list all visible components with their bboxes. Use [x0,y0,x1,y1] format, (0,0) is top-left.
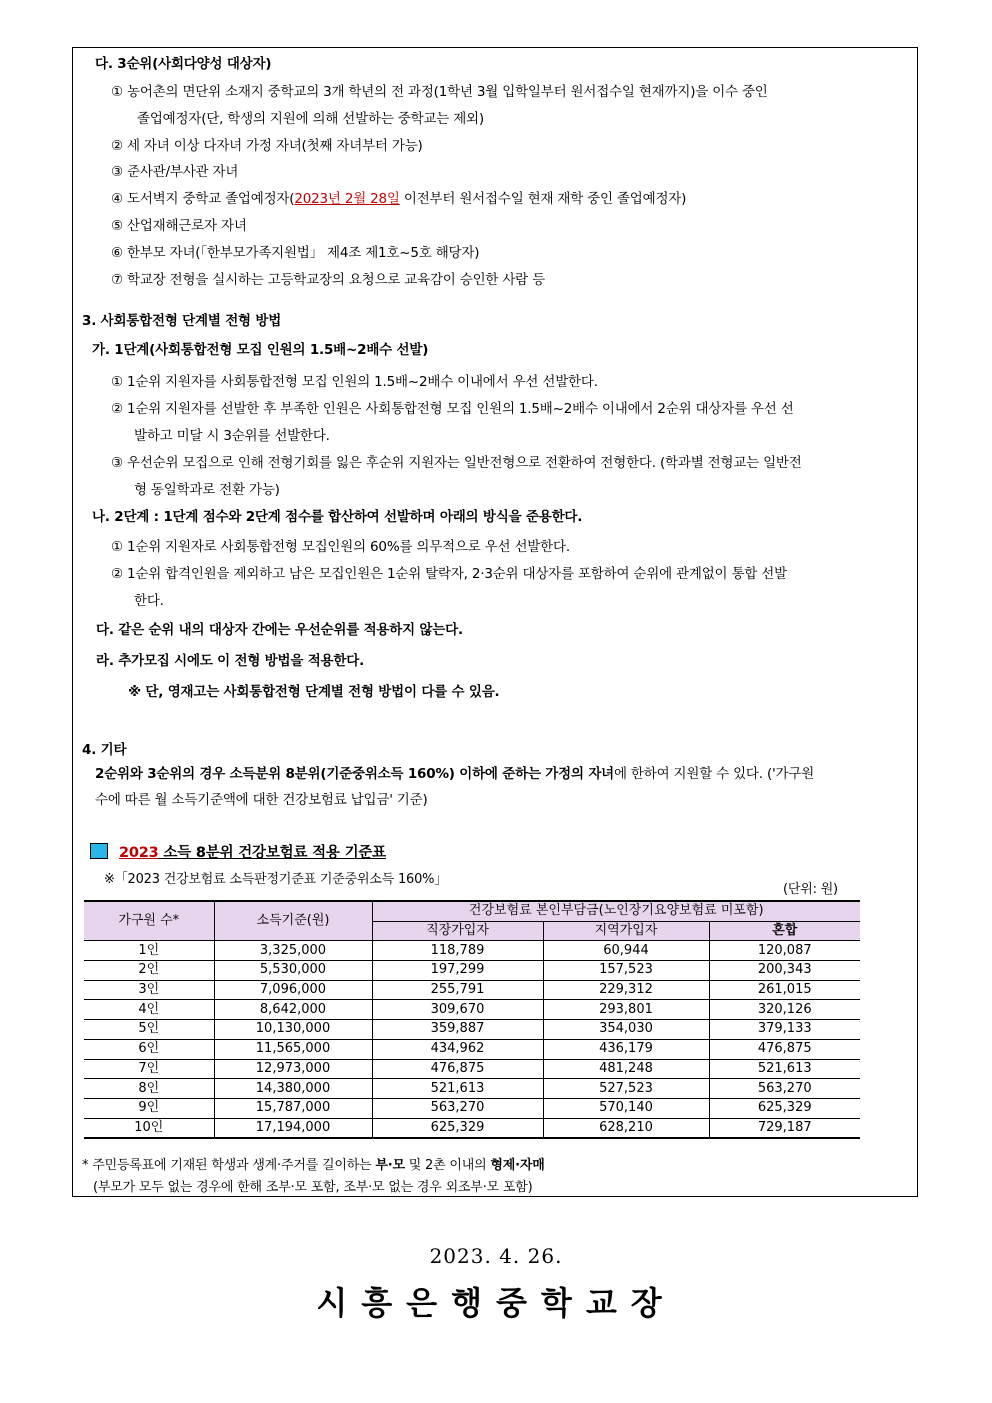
cell: 10인 [84,1118,214,1138]
list-item: ⑦ 학교장 전형을 실시하는 고등학교장의 요청으로 교육감이 승인한 사람 등 [111,272,545,288]
cell: 12,973,000 [214,1059,372,1079]
list-item: 발하고 미달 시 3순위를 선발한다. [134,428,330,444]
cell: 2인 [84,961,214,981]
header-employee: 직장가입자 [372,921,543,941]
table-title [119,843,386,863]
footnote-part: * 주민등록표에 기재된 학생과 생계·주거를 길이하는 [82,1158,376,1173]
cell: 379,133 [709,1020,860,1040]
cell: 521,613 [709,1059,860,1079]
table-row [84,1098,860,1118]
table-subtitle: ※「2023 건강보험료 소득판정기준표 기준중위소득 160%」 [104,872,448,887]
list-item: ① 농어촌의 면단위 소재지 중학교의 3개 학년의 전 과정(1학년 3월 입학일부터 원서접수일 현재까지)을 이수 중인 [111,84,768,100]
cell: 563,270 [709,1079,860,1099]
item4-text: ④ 도서벽지 중학교 졸업예정자( [111,191,295,207]
list-item: ③ 우선순위 모집으로 인해 전형기회를 잃은 후순위 지원자는 일반전형으로 전환하여 전형한다. (학과별 전형교는 일반전 [111,455,802,471]
footnote-part: 및 2촌 이내의 [404,1158,491,1173]
table-row [84,980,860,1000]
unit-label: (단위: 원) [783,882,838,897]
cell: 434,962 [372,1039,543,1059]
header-regional: 지역가입자 [543,921,709,941]
cell: 481,248 [543,1059,709,1079]
cell: 354,030 [543,1020,709,1040]
section3-ga-title: 가. 1단계(사회통합전형 모집 인원의 1.5배~2배수 선발) [92,342,429,358]
section3-note: ※ 단, 영재고는 사회통합전형 단계별 전형 방법이 다를 수 있음. [128,684,500,700]
list-item: 형 동일학과로 전환 가능) [134,482,280,498]
list-item [111,189,686,209]
section4-text-rest: 에 한하여 지원할 수 있다. ('가구원 [614,766,815,782]
cell: 255,791 [372,980,543,1000]
square-bullet-icon [90,843,108,859]
list-item: 졸업예정자(단, 학생의 지원에 의해 선발하는 중학교는 제외) [137,111,484,127]
list-item: ③ 준사관/부사관 자녀 [111,164,239,180]
cell: 200,343 [709,961,860,981]
section4-text2: 수에 따른 월 소득기준액에 대한 건강보험료 납입금' 기준) [95,792,428,808]
signature: 시흥은행중학교장 [316,1284,676,1322]
section-da-title: 다. 3순위(사회다양성 대상자) [95,56,272,72]
table-title-year: 2023 [119,845,159,861]
cell: 9인 [84,1098,214,1118]
cell: 6인 [84,1039,214,1059]
section4-text [95,764,814,784]
table-row [84,1039,860,1059]
section4-text-bold: 2순위와 3순위의 경우 소득분위 8분위(기준중위소득 160%) 이하에 준하는 가정의 자녀 [95,766,614,782]
cell: 14,380,000 [214,1079,372,1099]
cell: 527,523 [543,1079,709,1099]
cell: 4인 [84,1000,214,1020]
item4-text-end: 이전부터 원서접수일 현재 재학 중인 졸업예정자) [399,191,687,207]
list-item: ② 1순위 지원자를 선발한 후 부족한 인원은 사회통합전형 모집 인원의 1.5배~2배수 이내에서 2순위 대상자를 우선 선 [111,401,794,417]
cell: 5인 [84,1020,214,1040]
footnote-bold: 형제·자매 [490,1158,545,1173]
document-date: 2023. 4. 26. [429,1244,563,1268]
cell: 60,944 [543,941,709,961]
cell: 229,312 [543,980,709,1000]
cell: 7인 [84,1059,214,1079]
cell: 476,875 [372,1059,543,1079]
cell: 625,329 [372,1118,543,1138]
cell: 3,325,000 [214,941,372,961]
cell: 8인 [84,1079,214,1099]
table-row [84,1079,860,1099]
premium-table [84,900,860,1139]
cell: 7,096,000 [214,980,372,1000]
table-row [84,941,860,961]
cell: 197,299 [372,961,543,981]
table-footnote [82,1156,545,1176]
header-household: 가구원 수* [84,901,214,941]
section3-da-title: 다. 같은 순위 내의 대상자 간에는 우선순위를 적용하지 않는다. [96,622,463,638]
section3-na-title: 나. 2단계 : 1단계 점수와 2단계 점수를 합산하여 선발하며 아래의 방식을 준용한다. [92,509,583,525]
cell: 157,523 [543,961,709,981]
cell: 1인 [84,941,214,961]
table-row [84,961,860,981]
cell: 261,015 [709,980,860,1000]
cell: 320,126 [709,1000,860,1020]
cell: 563,270 [372,1098,543,1118]
header-income: 소득기준(원) [214,901,372,941]
highlight-date: 2023년 2월 28일 [294,191,400,207]
table-row [84,1118,860,1138]
cell: 476,875 [709,1039,860,1059]
cell: 118,789 [372,941,543,961]
cell: 570,140 [543,1098,709,1118]
table-footnote2: (부모가 모두 없는 경우에 한해 조부·모 포함, 조부·모 없는 경우 외조부·모 포함) [93,1180,533,1195]
cell: 521,613 [372,1079,543,1099]
list-item: ⑤ 산업재해근로자 자녀 [111,218,247,234]
table-row [84,1000,860,1020]
cell: 11,565,000 [214,1039,372,1059]
list-item: ① 1순위 지원자로 사회통합전형 모집인원의 60%를 의무적으로 우선 선발한다. [111,539,570,555]
cell: 309,670 [372,1000,543,1020]
list-item: ② 1순위 합격인원을 제외하고 남은 모집인원은 1순위 탈락자, 2·3순위 대상자를 포함하여 순위에 관계없이 통합 선발 [111,566,787,582]
cell: 293,801 [543,1000,709,1020]
cell: 15,787,000 [214,1098,372,1118]
section3-title: 3. 사회통합전형 단계별 전형 방법 [82,313,282,329]
section3-ra-title: 라. 추가모집 시에도 이 전형 방법을 적용한다. [96,653,364,669]
header-mixed: 혼합 [709,921,860,941]
cell: 3인 [84,980,214,1000]
list-item: ⑥ 한부모 자녀(「한부모가족지원법」 제4조 제1호~5호 해당자) [111,245,480,261]
cell: 359,887 [372,1020,543,1040]
footnote-bold: 부·모 [375,1158,405,1173]
table-row [84,1059,860,1079]
table-title-rest: 소득 8분위 건강보험료 적용 기준표 [158,845,386,861]
section4-title: 4. 기타 [82,742,127,758]
list-item: 한다. [134,593,164,609]
header-premium: 건강보험료 본인부담금(노인장기요양보험료 미포함) [372,901,860,921]
cell: 17,194,000 [214,1118,372,1138]
cell: 729,187 [709,1118,860,1138]
cell: 10,130,000 [214,1020,372,1040]
list-item: ① 1순위 지원자를 사회통합전형 모집 인원의 1.5배~2배수 이내에서 우선 선발한다. [111,374,598,390]
cell: 628,210 [543,1118,709,1138]
cell: 436,179 [543,1039,709,1059]
table-row [84,1020,860,1040]
cell: 120,087 [709,941,860,961]
cell: 625,329 [709,1098,860,1118]
list-item: ② 세 자녀 이상 다자녀 가정 자녀(첫째 자녀부터 가능) [111,138,423,154]
cell: 8,642,000 [214,1000,372,1020]
cell: 5,530,000 [214,961,372,981]
